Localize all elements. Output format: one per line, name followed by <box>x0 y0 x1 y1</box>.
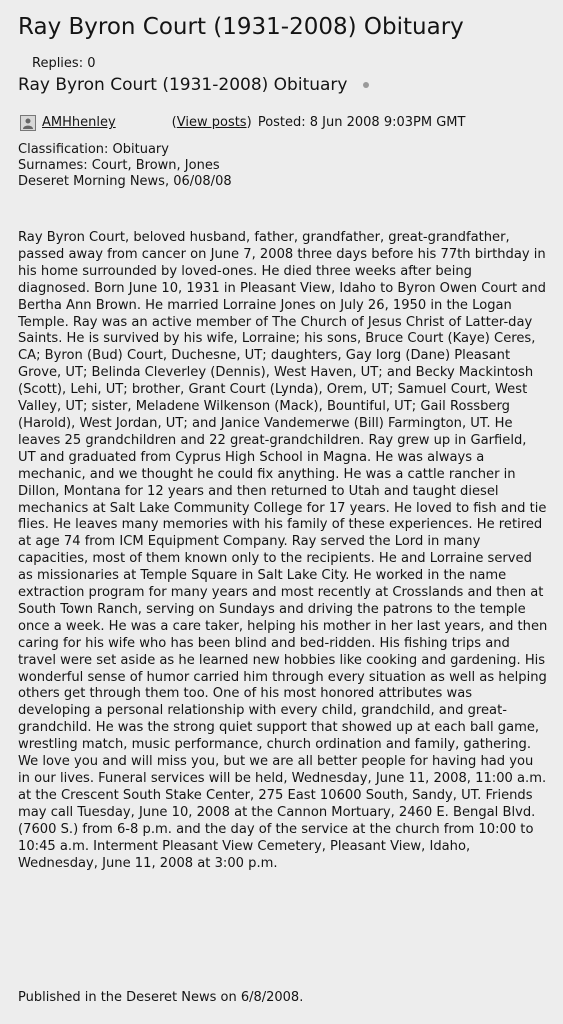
view-posts-link[interactable]: View posts <box>176 115 247 130</box>
user-profile-icon[interactable] <box>20 115 36 131</box>
post-title-text: Ray Byron Court (1931-2008) Obituary <box>18 75 348 95</box>
post-body <box>18 230 548 872</box>
published-note: Published in the Deseret News on 6/8/2008. <box>18 990 304 1005</box>
view-posts-open-paren: ( <box>171 115 177 130</box>
obituary-text: Ray Byron Court, beloved husband, father, grandfather, great-grandfather, passed away from cancer on June 7, 2008 three days before his 77th birthday in his home surrounded by loved-ones. He died three weeks after being diagnosed. Born June 10, 1931 in Pleasant View, Idaho to Byron Owen Court and Bertha Ann Brown. He married Lorraine Jones on July 26, 1950 in the Logan Temple. Ray was an active member of The Church of Jesus Christ of Latter-day Saints. He is survived by his wife, Lorraine; his sons, Bruce Court (Kaye) Ceres, CA; Byron (Bud) Court, Duchesne, UT; daughters, Gay Iorg (Dane) Pleasant Grove, UT; Belinda Cleverley (Dennis), West Haven, UT; and Becky Mackintosh (Scott), Lehi, UT; brother, Grant Court (Lynda), Orem, UT; Samuel Court, West Valley, UT; sister, Meladene Wilkenson (Mack), Bountiful, UT; Gail Rossberg (Harold), West Jordan, UT; and Janice Vandemerwe (Bill) Farmington, UT. He leaves 25 grandchildren and 22 great-grandchildren. Ray grew up in Garfield, UT and graduated from Cyprus High School in Magna. He was always a mechanic, and we thought he could fix anything. He was a cattle rancher in Dillon, Montana for 12 years and then returned to Utah and taught diesel mechanics at Salt Lake Community College for 17 years. He loved to fish and tie flies. He leaves many memories with his family of these experiences. He retired at age 74 from ICM Equipment Company. Ray served the Lord in many capacities, most of them known only to the recipients. He and Lorraine served as missionaries at Temple Square in Salt Lake City. He worked in the name extraction program for many years and most recently at Crosslands and then at South Town Ranch, serving on Sundays and driving the patrons to the temple once a week. He was a care taker, helping his mother in her last years, and then caring for his wife who has been blind and bed-ridden. His fishing trips and travel were set aside as he learned new hobbies like cooking and gardening. His wonderful sense of humor carried him through every situation as well as helping others get through them too. One of his most honored attributes was developing a personal relationship with every child, grandchild, and great-grandchild. He was the strong quiet support that showed up at each ball game, wrestling match, music performance, church ordination and family, gathering. We love you and will miss you, but we are all better people for having had you in our lives. Funeral services will be held, Wednesday, June 11, 2008, 11:00 a.m. at the Crescent South Stake Center, 275 East 10600 South, Sandy, UT. Friends may call Tuesday, June 10, 2008 at the Cannon Mortuary, 2460 E. Bengal Blvd. (7600 S.) from 6-8 p.m. and the day of the service at the church from 10:00 to 10:45 a.m. Interment Pleasant View Cemetery, Pleasant View, Idaho, Wednesday, June 11, 2008 at 3:00 p.m. <box>18 230 548 871</box>
page-title: Ray Byron Court (1931-2008) Obituary <box>18 14 464 40</box>
surnames: Surnames: Court, Brown, Jones <box>18 158 220 173</box>
post-meta <box>20 112 465 134</box>
view-posts-close-paren: ) <box>246 115 252 130</box>
status-dot-icon <box>363 82 369 88</box>
post-title <box>18 74 369 96</box>
author-link[interactable]: AMHhenley <box>42 115 116 130</box>
post-classification-block <box>18 142 232 190</box>
replies-count: Replies: 0 <box>32 56 96 71</box>
classification: Classification: Obituary <box>18 142 169 157</box>
source: Deseret Morning News, 06/08/08 <box>18 174 232 189</box>
posted-date: Posted: 8 Jun 2008 9:03PM GMT <box>257 115 466 130</box>
